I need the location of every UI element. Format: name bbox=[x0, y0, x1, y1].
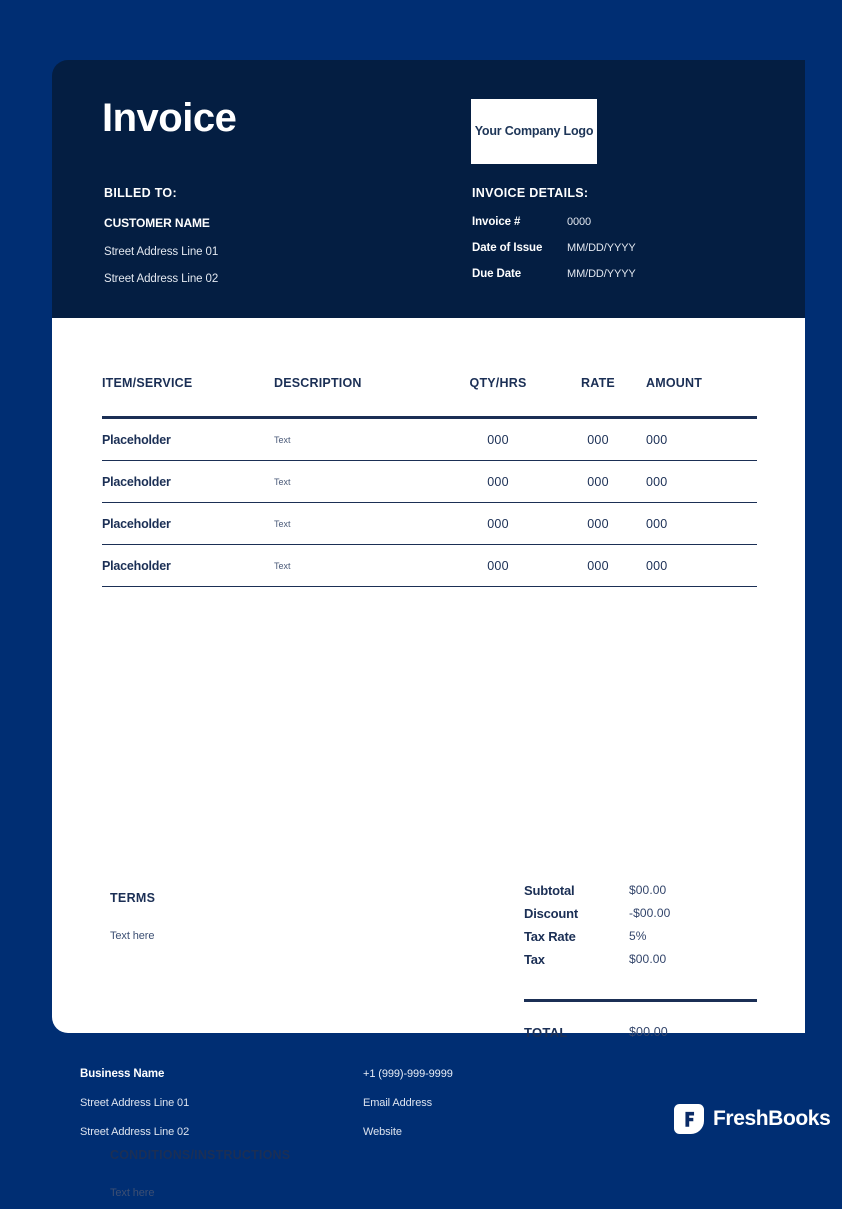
cell-amount: 000 bbox=[646, 516, 668, 531]
cell-rate: 000 bbox=[587, 474, 609, 489]
tax-rate-row bbox=[524, 929, 757, 944]
footer-phone: +1 (999)-999-9999 bbox=[363, 1068, 453, 1080]
freshbooks-mark-icon bbox=[674, 1104, 704, 1134]
billed-to-address-line-1: Street Address Line 01 bbox=[104, 246, 219, 258]
footer-contact-column bbox=[363, 1068, 453, 1155]
cell-description: Text bbox=[274, 434, 291, 445]
footer-website: Website bbox=[363, 1126, 402, 1138]
cell-amount: 000 bbox=[646, 432, 668, 447]
column-header-qty: QTY/HRS bbox=[469, 376, 527, 390]
invoice-number-value: 0000 bbox=[567, 216, 592, 228]
cell-description: Text bbox=[274, 518, 291, 529]
cell-item: Placeholder bbox=[102, 516, 171, 531]
cell-description: Text bbox=[274, 476, 291, 487]
due-date-value: MM/DD/YYYY bbox=[567, 268, 636, 280]
cell-amount: 000 bbox=[646, 558, 668, 573]
table-row[interactable] bbox=[102, 544, 757, 586]
table-bottom-divider bbox=[102, 586, 757, 587]
table-row[interactable] bbox=[102, 416, 757, 460]
page-title: Invoice bbox=[102, 96, 237, 140]
tax-rate-value: 5% bbox=[629, 929, 647, 943]
billed-to-address-line-2: Street Address Line 02 bbox=[104, 273, 219, 285]
invoice-details-block bbox=[472, 186, 772, 294]
tax-value: $00.00 bbox=[629, 952, 667, 966]
footer-address-line-1: Street Address Line 01 bbox=[80, 1097, 190, 1109]
terms-section bbox=[110, 891, 440, 942]
totals-divider bbox=[524, 999, 757, 1002]
date-of-issue-value: MM/DD/YYYY bbox=[567, 242, 636, 254]
grand-total-label: TOTAL bbox=[524, 1025, 568, 1040]
cell-item: Placeholder bbox=[102, 558, 171, 573]
customer-name: CUSTOMER NAME bbox=[104, 216, 210, 230]
column-header-description: DESCRIPTION bbox=[274, 376, 362, 390]
invoice-number-row bbox=[472, 216, 772, 228]
discount-label: Discount bbox=[524, 906, 579, 921]
grand-total-value: $00.00 bbox=[629, 1025, 668, 1039]
freshbooks-wordmark: FreshBooks bbox=[713, 1107, 831, 1130]
footer-business-name: Business Name bbox=[80, 1068, 165, 1080]
footer-business-column bbox=[80, 1068, 189, 1155]
column-header-rate: RATE bbox=[581, 376, 615, 390]
tax-row bbox=[524, 952, 757, 967]
company-logo-label: Your Company Logo bbox=[474, 123, 594, 138]
due-date-label: Due Date bbox=[472, 268, 522, 280]
line-items-table bbox=[102, 376, 757, 587]
column-header-item: ITEM/SERVICE bbox=[102, 376, 193, 390]
grand-total-row bbox=[524, 1025, 757, 1040]
conditions-text[interactable]: Text here bbox=[110, 1187, 155, 1199]
cell-description: Text bbox=[274, 560, 291, 571]
invoice-header bbox=[52, 60, 805, 318]
date-of-issue-label: Date of Issue bbox=[472, 242, 543, 254]
billed-to-block bbox=[104, 186, 404, 300]
discount-value: -$00.00 bbox=[629, 906, 671, 920]
date-of-issue-row bbox=[472, 242, 772, 254]
cell-qty: 000 bbox=[487, 432, 509, 447]
cell-qty: 000 bbox=[487, 558, 509, 573]
invoice-details-label: INVOICE DETAILS: bbox=[472, 186, 589, 200]
totals-section bbox=[524, 883, 757, 1040]
cell-rate: 000 bbox=[587, 516, 609, 531]
cell-item: Placeholder bbox=[102, 432, 171, 447]
page-footer bbox=[0, 1057, 842, 1167]
cell-qty: 000 bbox=[487, 516, 509, 531]
company-logo-placeholder[interactable] bbox=[471, 99, 597, 164]
table-header-row bbox=[102, 376, 757, 416]
terms-text[interactable]: Text here bbox=[110, 930, 155, 942]
discount-row bbox=[524, 906, 757, 921]
invoice-number-label: Invoice # bbox=[472, 216, 521, 228]
table-row[interactable] bbox=[102, 502, 757, 544]
cell-rate: 000 bbox=[587, 558, 609, 573]
billed-to-label: BILLED TO: bbox=[104, 186, 177, 200]
subtotal-label: Subtotal bbox=[524, 883, 575, 898]
freshbooks-logo[interactable] bbox=[674, 1104, 830, 1134]
cell-item: Placeholder bbox=[102, 474, 171, 489]
tax-label: Tax bbox=[524, 952, 545, 967]
conditions-title: CONDITIONS/INSTRUCTIONS bbox=[110, 1148, 291, 1162]
footer-address-line-2: Street Address Line 02 bbox=[80, 1126, 190, 1138]
table-row[interactable] bbox=[102, 460, 757, 502]
column-header-amount: AMOUNT bbox=[646, 376, 703, 390]
footer-email: Email Address bbox=[363, 1097, 433, 1109]
cell-amount: 000 bbox=[646, 474, 668, 489]
tax-rate-label: Tax Rate bbox=[524, 929, 576, 944]
cell-rate: 000 bbox=[587, 432, 609, 447]
subtotal-row bbox=[524, 883, 757, 898]
subtotal-value: $00.00 bbox=[629, 883, 667, 897]
due-date-row bbox=[472, 268, 772, 280]
cell-qty: 000 bbox=[487, 474, 509, 489]
terms-title: TERMS bbox=[110, 891, 156, 905]
